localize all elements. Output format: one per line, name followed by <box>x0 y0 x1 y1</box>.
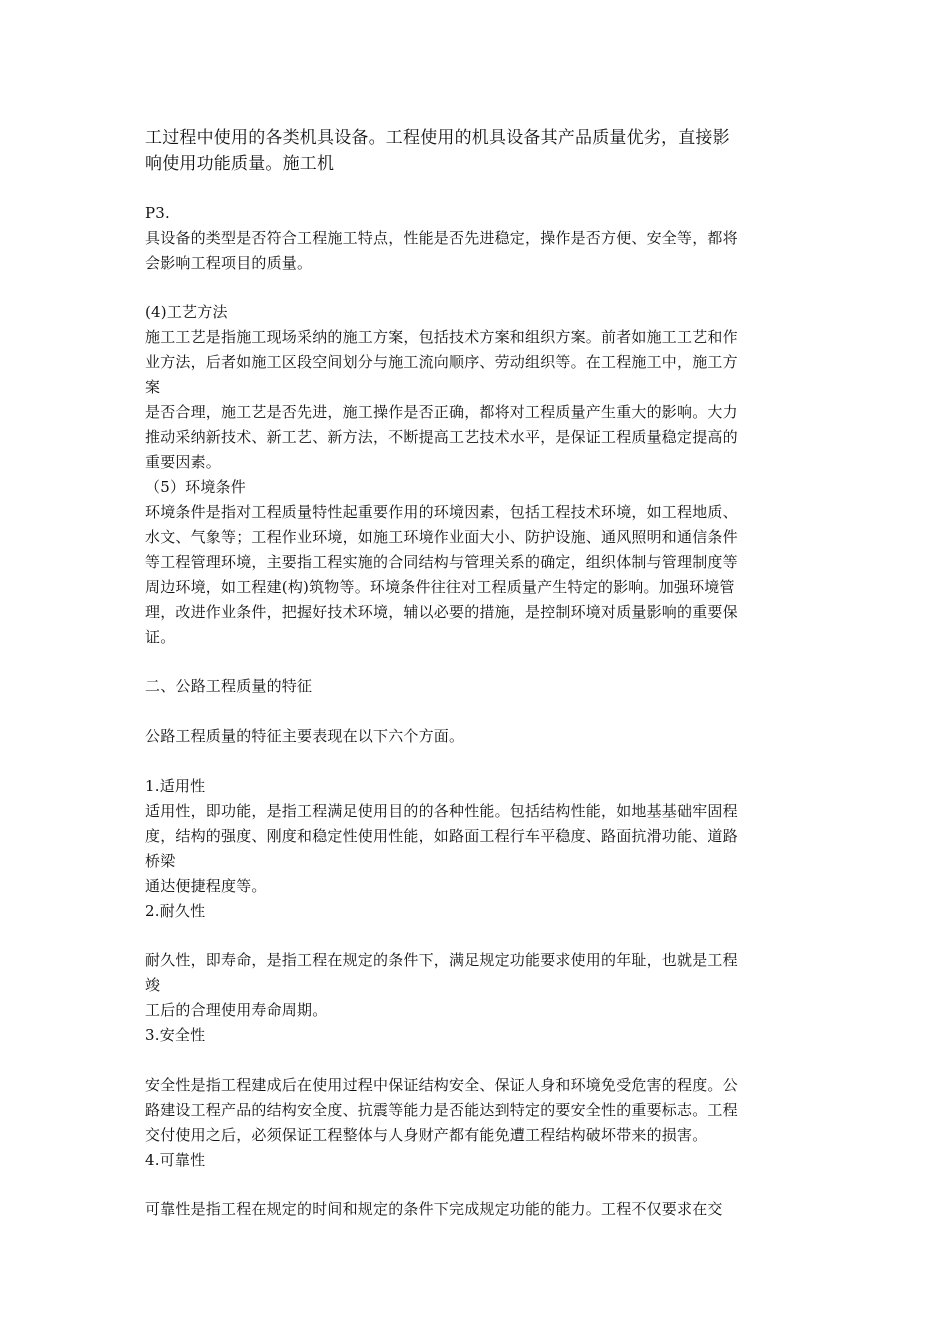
intro-line-1: 工过程中使用的各类机具设备。工程使用的机具设备其产品质量优劣，直接影 <box>145 128 730 148</box>
safety-line-3: 交付使用之后，必须保证工程整体与人身财产都有能免遭工程结构破坏带来的损害。 <box>145 1126 708 1144</box>
environment-line-3: 等工程管理环境，主要指工程实施的合同结构与管理关系的确定，组织体制与管理制度等 <box>145 553 738 571</box>
reliability-line-1: 可靠性是指工程在规定的时间和规定的条件下完成规定功能的能力。工程不仅要求在交 <box>145 1200 723 1218</box>
process-line-1: 施工工艺是指施工现场采纳的施工方案，包括技术方案和组织方案。前者如施工工艺和作 <box>145 328 738 346</box>
durability-line-2: 竣 <box>145 976 161 994</box>
reliability-heading: 4.可靠性 <box>145 1151 206 1169</box>
suitability-line-4: 通达便捷程度等。 <box>145 877 267 895</box>
safety-line-2: 路建设工程产品的结构安全度、抗震等能力是否能达到特定的要安全性的重要标志。工程 <box>145 1101 738 1119</box>
environment-line-6: 证。 <box>145 628 176 646</box>
equipment-line-2: 会影响工程项目的质量。 <box>145 254 313 272</box>
safety-line-1: 安全性是指工程建成后在使用过程中保证结构安全、保证人身和环境免受危害的程度。公 <box>145 1076 738 1094</box>
durability-line-1: 耐久性，即寿命，是指工程在规定的条件下，满足规定功能要求使用的年耻，也就是工程 <box>145 951 738 969</box>
section-two-heading: 二、公路工程质量的特征 <box>145 677 313 695</box>
equipment-line-1: 具设备的类型是否符合工程施工特点，性能是否先进稳定，操作是否方便、安全等，都将 <box>145 229 738 247</box>
durability-line-3: 工后的合理使用寿命周期。 <box>145 1001 328 1019</box>
section-two-intro: 公路工程质量的特征主要表现在以下六个方面。 <box>145 727 465 745</box>
safety-heading: 3.安全性 <box>145 1026 206 1044</box>
environment-heading: （5）环境条件 <box>145 478 246 496</box>
environment-line-5: 理，改进作业条件，把握好技术环境，辅以必要的措施，是控制环境对质量影响的重要保 <box>145 603 738 621</box>
process-heading: (4)工艺方法 <box>145 303 228 321</box>
environment-line-2: 水文、气象等；工程作业环境，如施工环境作业面大小、防护设施、通风照明和通信条件 <box>145 528 738 546</box>
intro-line-2: 响使用功能质量。施工机 <box>145 154 335 174</box>
environment-line-4: 周边环境，如工程建(构)筑物等。环境条件往往对工程质量产生特定的影响。加强环境管 <box>145 578 735 596</box>
process-line-6: 重要因素。 <box>145 453 222 471</box>
page-marker: P3. <box>145 204 171 222</box>
durability-heading: 2.耐久性 <box>145 902 206 920</box>
suitability-line-2: 度，结构的强度、刚度和稳定性使用性能，如路面工程行车平稳度、路面抗滑功能、道路 <box>145 827 738 845</box>
process-line-2: 业方法，后者如施工区段空间划分与施工流向顺序、劳动组织等。在工程施工中，施工方 <box>145 353 738 371</box>
environment-line-1: 环境条件是指对工程质量特性起重要作用的环境因素，包括工程技术环境，如工程地质、 <box>145 503 738 521</box>
process-line-4: 是否合理，施工艺是否先进，施工操作是否正确，都将对工程质量产生重大的影响。大力 <box>145 403 738 421</box>
suitability-line-1: 适用性，即功能，是指工程满足使用目的的各种性能。包括结构性能，如地基基础牢固程 <box>145 802 738 820</box>
process-line-5: 推动采纳新技术、新工艺、新方法，不断提高工艺技术水平，是保证工程质量稳定提高的 <box>145 428 738 446</box>
suitability-line-3: 桥梁 <box>145 852 176 870</box>
process-line-3: 案 <box>145 378 161 396</box>
suitability-heading: 1.适用性 <box>145 777 206 795</box>
